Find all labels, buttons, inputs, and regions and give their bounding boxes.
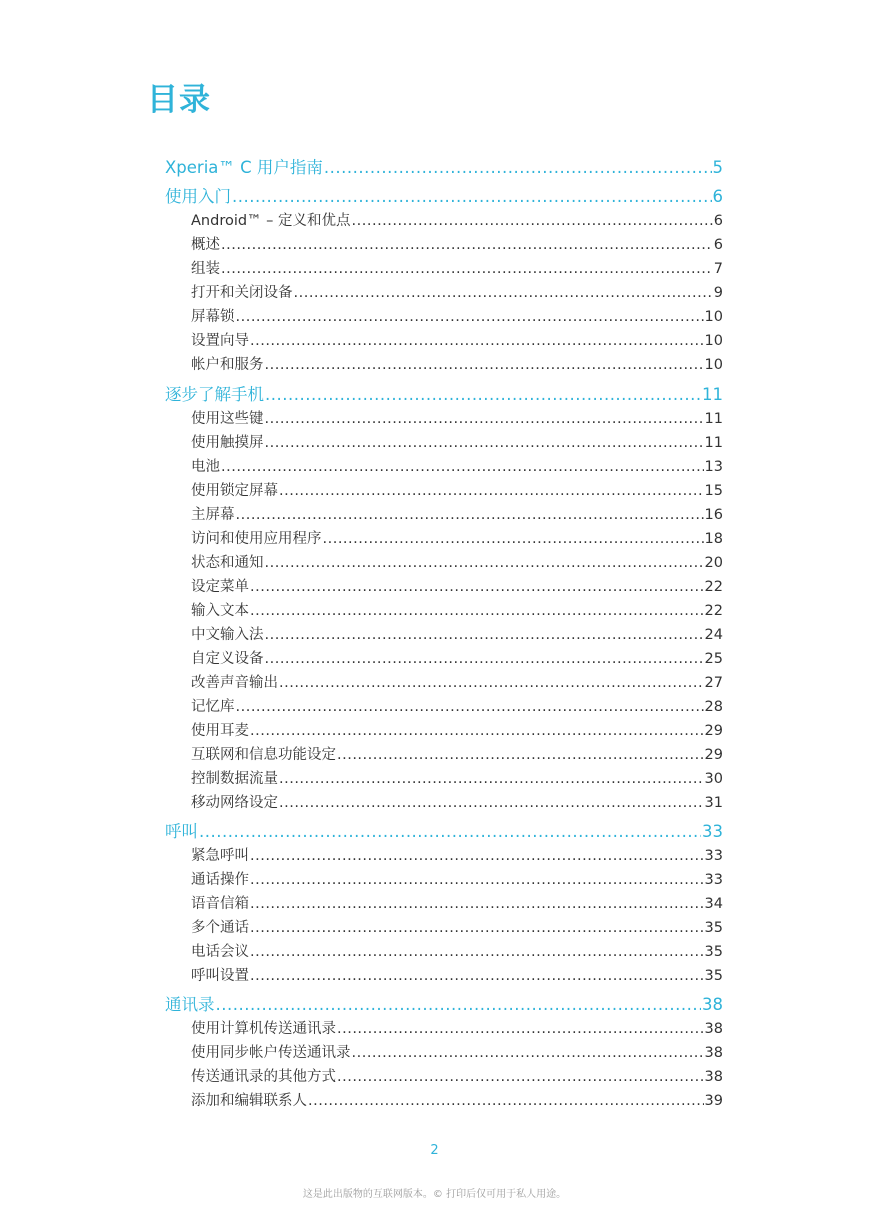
toc-entry-label: 打开和关闭设备 <box>191 285 293 301</box>
toc-section-entry[interactable] <box>191 1089 723 1110</box>
toc-entry-page: 9 <box>713 285 723 301</box>
toc-entry-page: 22 <box>704 603 723 619</box>
toc-entry-label: 访问和使用应用程序 <box>191 531 322 547</box>
toc-section-entry[interactable] <box>191 868 723 889</box>
toc-section-entry[interactable] <box>191 743 723 764</box>
toc-entry-page: 31 <box>704 795 723 811</box>
toc-leader-dots <box>324 158 712 177</box>
toc-entry-label: 使用同步帐户传送通讯录 <box>191 1045 351 1061</box>
toc-section-entry[interactable] <box>191 233 723 254</box>
toc-entry-label: 组装 <box>191 261 220 277</box>
toc-entry-page: 6 <box>712 187 723 206</box>
toc-section-entry[interactable] <box>191 305 723 326</box>
toc-leader-dots <box>250 723 704 739</box>
toc-leader-dots <box>265 627 704 643</box>
toc-entry-page: 24 <box>704 627 723 643</box>
page-number: 2 <box>430 1143 439 1158</box>
toc-section-entry[interactable] <box>191 209 723 230</box>
toc-leader-dots <box>265 555 704 571</box>
toc-leader-dots <box>265 385 701 404</box>
toc-leader-dots <box>216 995 702 1014</box>
toc-entry-page: 6 <box>713 237 723 253</box>
toc-entry-page: 16 <box>704 507 723 523</box>
toc-section-entry[interactable] <box>191 281 723 302</box>
toc-entry-page: 38 <box>704 1069 723 1085</box>
toc-section-entry[interactable] <box>191 1065 723 1086</box>
toc-section-entry[interactable] <box>191 479 723 500</box>
toc-entry-label: 呼叫 <box>165 822 198 841</box>
toc-entry-label: 逐步了解手机 <box>165 385 264 404</box>
toc-entry-label: 语音信箱 <box>191 896 249 912</box>
toc-leader-dots <box>279 795 704 811</box>
toc-section-entry[interactable] <box>191 719 723 740</box>
toc-entry-page: 22 <box>704 579 723 595</box>
toc-entry-page: 6 <box>713 213 723 229</box>
toc-leader-dots <box>250 848 704 864</box>
toc-entry-page: 28 <box>704 699 723 715</box>
toc-leader-dots <box>221 261 713 277</box>
toc-section-entry[interactable] <box>191 647 723 668</box>
toc-entry-page: 29 <box>704 747 723 763</box>
toc-section-entry[interactable] <box>191 527 723 548</box>
toc-section-entry[interactable] <box>191 503 723 524</box>
toc-section-entry[interactable] <box>191 353 723 374</box>
footer-note: 这是此出版物的互联网版本。© 打印后仅可用于私人用途。 <box>302 1189 567 1200</box>
toc-entry-label: Android™ – 定义和优点 <box>191 213 351 229</box>
toc-leader-dots <box>265 651 704 667</box>
toc-section-entry[interactable] <box>191 257 723 278</box>
toc-entry-page: 11 <box>704 435 723 451</box>
toc-entry-page: 10 <box>704 309 723 325</box>
toc-section-entry[interactable] <box>191 1017 723 1038</box>
toc-entry-page: 15 <box>704 483 723 499</box>
toc-entry-label: 帐户和服务 <box>191 357 264 373</box>
toc-entry-label: 使用触摸屏 <box>191 435 264 451</box>
toc-entry-label: 输入文本 <box>191 603 249 619</box>
toc-entry-page: 38 <box>702 995 723 1014</box>
toc-chapter-entry[interactable] <box>165 991 723 1015</box>
toc-section-entry[interactable] <box>191 964 723 985</box>
toc-section-entry[interactable] <box>191 791 723 812</box>
toc-entry-page: 7 <box>713 261 723 277</box>
toc-entry-label: 改善声音输出 <box>191 675 278 691</box>
toc-entry-page: 10 <box>704 333 723 349</box>
toc-entry-page: 35 <box>704 920 723 936</box>
toc-leader-dots <box>250 579 704 595</box>
toc-section-entry[interactable] <box>191 431 723 452</box>
toc-leader-dots <box>221 237 713 253</box>
toc-leader-dots <box>199 822 701 841</box>
toc-leader-dots <box>232 187 712 206</box>
toc-entry-label: 紧急呼叫 <box>191 848 249 864</box>
toc-entry-label: 使用耳麦 <box>191 723 249 739</box>
toc-chapter-entry[interactable] <box>165 183 723 207</box>
toc-entry-page: 30 <box>704 771 723 787</box>
toc-leader-dots <box>265 357 704 373</box>
toc-entry-page: 39 <box>704 1093 723 1109</box>
toc-entry-label: 中文输入法 <box>191 627 264 643</box>
toc-entry-label: 移动网络设定 <box>191 795 278 811</box>
toc-entry-page: 27 <box>704 675 723 691</box>
toc-leader-dots <box>279 675 704 691</box>
toc-entry-label: 使用锁定屏幕 <box>191 483 278 499</box>
toc-leader-dots <box>236 699 704 715</box>
toc-leader-dots <box>265 411 704 427</box>
toc-section-entry[interactable] <box>191 599 723 620</box>
toc-leader-dots <box>337 747 704 763</box>
toc-leader-dots <box>294 285 713 301</box>
toc-section-entry[interactable] <box>191 916 723 937</box>
toc-chapter-entry[interactable] <box>165 818 723 842</box>
toc-entry-label: 互联网和信息功能设定 <box>191 747 336 763</box>
toc-entry-label: 使用入门 <box>165 187 231 206</box>
toc-section-entry[interactable] <box>191 892 723 913</box>
toc-entry-label: 传送通讯录的其他方式 <box>191 1069 336 1085</box>
toc-entry-page: 5 <box>712 158 723 177</box>
toc-entry-page: 34 <box>704 896 723 912</box>
toc-leader-dots <box>250 896 704 912</box>
toc-leader-dots <box>352 1045 704 1061</box>
toc-entry-page: 38 <box>704 1021 723 1037</box>
toc-entry-page: 29 <box>704 723 723 739</box>
toc-entry-label: 设置向导 <box>191 333 249 349</box>
page-title: 目录 <box>147 82 211 118</box>
toc-entry-page: 25 <box>704 651 723 667</box>
toc-leader-dots <box>279 771 704 787</box>
toc-entry-label: 呼叫设置 <box>191 968 249 984</box>
toc-leader-dots <box>323 531 704 547</box>
toc-chapter-entry[interactable] <box>165 381 723 405</box>
toc-entry-page: 33 <box>702 822 723 841</box>
toc-entry-page: 33 <box>704 872 723 888</box>
toc-leader-dots <box>337 1021 704 1037</box>
toc-entry-label: 设定菜单 <box>191 579 249 595</box>
toc-entry-label: 通讯录 <box>165 995 215 1014</box>
toc-leader-dots <box>250 333 704 349</box>
toc-entry-label: 使用这些键 <box>191 411 264 427</box>
toc-entry-page: 35 <box>704 944 723 960</box>
toc-leader-dots <box>352 213 713 229</box>
toc-entry-label: 屏幕锁 <box>191 309 235 325</box>
toc-leader-dots <box>308 1093 704 1109</box>
toc-entry-label: 概述 <box>191 237 220 253</box>
toc-leader-dots <box>279 483 704 499</box>
toc-entry-page: 35 <box>704 968 723 984</box>
toc-entry-label: Xperia™ C 用户指南 <box>165 158 323 177</box>
toc-section-entry[interactable] <box>191 767 723 788</box>
toc-entry-label: 状态和通知 <box>191 555 264 571</box>
toc-leader-dots <box>265 435 704 451</box>
toc-entry-label: 主屏幕 <box>191 507 235 523</box>
toc-section-entry[interactable] <box>191 671 723 692</box>
toc-entry-page: 38 <box>704 1045 723 1061</box>
toc-entry-label: 使用计算机传送通讯录 <box>191 1021 336 1037</box>
toc-leader-dots <box>236 507 704 523</box>
toc-leader-dots <box>250 944 704 960</box>
toc-entry-label: 控制数据流量 <box>191 771 278 787</box>
toc-leader-dots <box>250 920 704 936</box>
toc-section-entry[interactable] <box>191 844 723 865</box>
toc-section-entry[interactable] <box>191 455 723 476</box>
toc-leader-dots <box>221 459 704 475</box>
toc-entry-label: 电池 <box>191 459 220 475</box>
toc-section-entry[interactable] <box>191 1041 723 1062</box>
toc-section-entry[interactable] <box>191 329 723 350</box>
toc-entry-page: 33 <box>704 848 723 864</box>
toc-entry-page: 20 <box>704 555 723 571</box>
toc-entry-page: 10 <box>704 357 723 373</box>
toc-leader-dots <box>337 1069 704 1085</box>
toc-leader-dots <box>250 603 704 619</box>
toc-entry-page: 13 <box>704 459 723 475</box>
toc-entry-label: 添加和编辑联系人 <box>191 1093 307 1109</box>
toc-entry-label: 记忆库 <box>191 699 235 715</box>
toc-entry-label: 通话操作 <box>191 872 249 888</box>
toc-chapter-entry[interactable] <box>165 154 723 178</box>
toc-entry-page: 11 <box>704 411 723 427</box>
toc-section-entry[interactable] <box>191 575 723 596</box>
toc-entry-page: 11 <box>702 385 723 404</box>
toc-section-entry[interactable] <box>191 623 723 644</box>
toc-entry-label: 电话会议 <box>191 944 249 960</box>
toc-leader-dots <box>236 309 704 325</box>
toc-entry-page: 18 <box>704 531 723 547</box>
toc-section-entry[interactable] <box>191 407 723 428</box>
toc-section-entry[interactable] <box>191 940 723 961</box>
toc-entry-label: 自定义设备 <box>191 651 264 667</box>
toc-leader-dots <box>250 968 704 984</box>
toc-leader-dots <box>250 872 704 888</box>
toc-section-entry[interactable] <box>191 695 723 716</box>
toc-section-entry[interactable] <box>191 551 723 572</box>
toc-entry-label: 多个通话 <box>191 920 249 936</box>
